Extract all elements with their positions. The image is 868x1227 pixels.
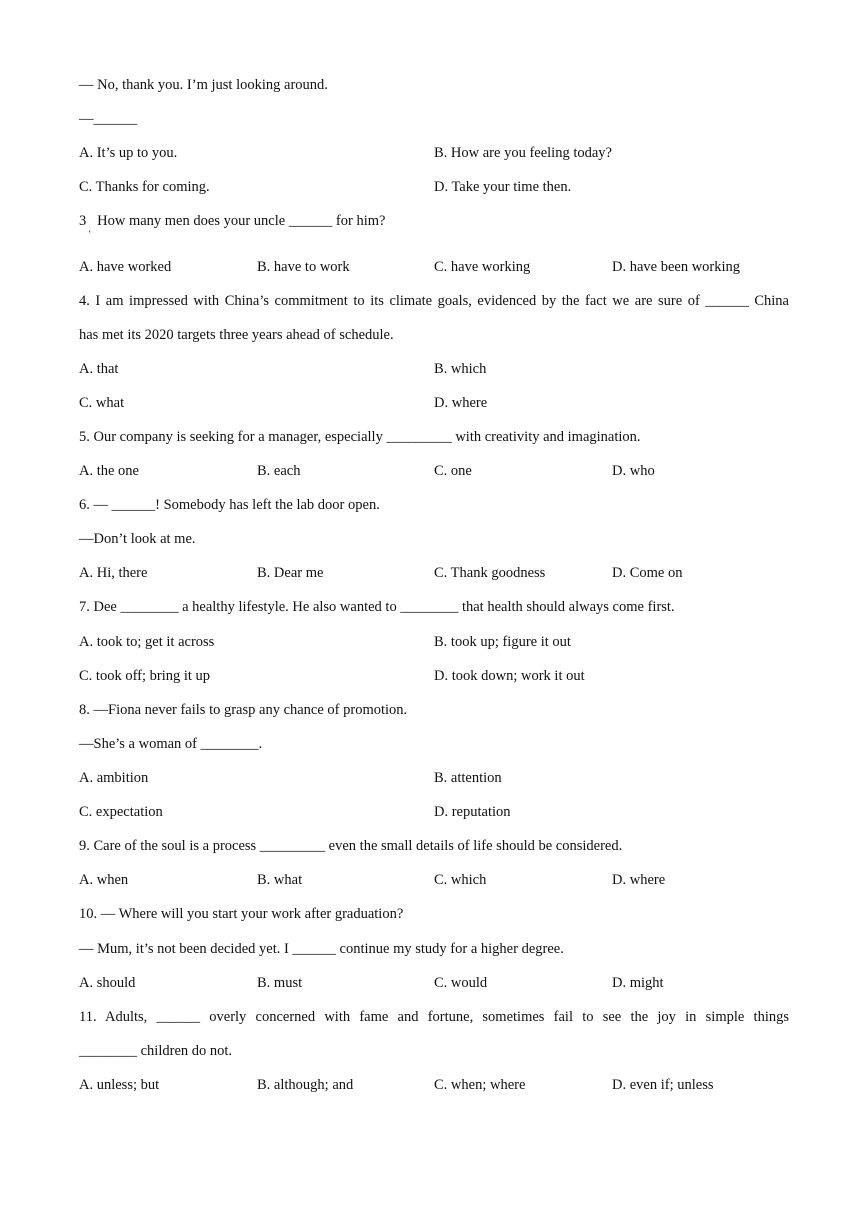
q5-stem: 5. Our company is seeking for a manager, especially _________ with creativity and imagination. <box>79 429 641 445</box>
q4-option-b: B. which <box>434 361 487 377</box>
q3-option-a: A. have worked <box>79 259 172 275</box>
q8-option-b: B. attention <box>434 770 502 786</box>
q10-option-a: A. should <box>79 975 136 991</box>
q9-option-b: B. what <box>257 872 303 888</box>
q6-stem-line-1: 6. — ______! Somebody has left the lab door open. <box>79 497 380 513</box>
q9-stem: 9. Care of the soul is a process _________ even the small details of life should be considered. <box>79 838 623 854</box>
q7-option-b: B. took up; figure it out <box>434 634 571 650</box>
q10-option-c: C. would <box>434 975 488 991</box>
q5-option-d: D. who <box>612 463 655 479</box>
q8-stem-line-2: —She’s a woman of ________. <box>79 736 263 752</box>
q11-option-a: A. unless; but <box>79 1077 160 1093</box>
q8-stem-line-1: 8. —Fiona never fails to grasp any chance of promotion. <box>79 702 408 718</box>
q7-stem: 7. Dee ________ a healthy lifestyle. He also wanted to ________ that health should always come first. <box>79 599 675 615</box>
q4-stem-line-1: 4. I am impressed with China’s commitment to its climate goals, evidenced by the fact we are sure of ______ China <box>79 293 789 309</box>
q6-option-d: D. Come on <box>612 565 683 581</box>
q2-option-b: B. How are you feeling today? <box>434 145 612 161</box>
q6-option-b: B. Dear me <box>257 565 324 581</box>
q4-option-d: D. where <box>434 395 488 411</box>
q3-stem: 3 How many men does your uncle ______ for him? <box>79 213 386 229</box>
q10-option-b: B. must <box>257 975 303 991</box>
q3-option-c: C. have working <box>434 259 531 275</box>
q2-option-d: D. Take your time then. <box>434 179 572 195</box>
q10-stem-line-2: — Mum, it’s not been decided yet. I ______ continue my study for a higher degree. <box>79 941 564 957</box>
q7-option-d: D. took down; work it out <box>434 668 585 684</box>
q7-option-a: A. took to; get it across <box>79 634 215 650</box>
q11-option-c: C. when; where <box>434 1077 526 1093</box>
q10-option-d: D. might <box>612 975 664 991</box>
q2-dialog-line-2: —______ <box>79 111 137 127</box>
q8-option-c: C. expectation <box>79 804 163 820</box>
q2-option-c: C. Thanks for coming. <box>79 179 210 195</box>
q3-option-b: B. have to work <box>257 259 350 275</box>
stray-mark: ‘ <box>88 229 92 240</box>
q8-option-d: D. reputation <box>434 804 511 820</box>
q4-option-c: C. what <box>79 395 125 411</box>
q11-option-b: B. although; and <box>257 1077 354 1093</box>
q11-stem-line-1: 11. Adults, ______ overly concerned with fame and fortune, sometimes fail to see the joy in simple things <box>79 1009 789 1025</box>
q6-stem-line-2: —Don’t look at me. <box>79 531 196 547</box>
q6-option-a: A. Hi, there <box>79 565 148 581</box>
q8-option-a: A. ambition <box>79 770 149 786</box>
q9-option-d: D. where <box>612 872 666 888</box>
q9-option-a: A. when <box>79 872 129 888</box>
q2-option-a: A. It’s up to you. <box>79 145 178 161</box>
q7-option-c: C. took off; bring it up <box>79 668 211 684</box>
q9-option-c: C. which <box>434 872 487 888</box>
q3-option-d: D. have been working <box>612 259 741 275</box>
q2-dialog-line-1: — No, thank you. I’m just looking around. <box>79 77 328 93</box>
q5-option-b: B. each <box>257 463 301 479</box>
q4-option-a: A. that <box>79 361 119 377</box>
q4-stem-line-2: has met its 2020 targets three years ahead of schedule. <box>79 327 394 343</box>
q5-option-a: A. the one <box>79 463 139 479</box>
q5-option-c: C. one <box>434 463 472 479</box>
q10-stem-line-1: 10. — Where will you start your work after graduation? <box>79 906 404 922</box>
q11-option-d: D. even if; unless <box>612 1077 714 1093</box>
q11-stem-line-2: ________ children do not. <box>79 1043 233 1059</box>
q6-option-c: C. Thank goodness <box>434 565 546 581</box>
